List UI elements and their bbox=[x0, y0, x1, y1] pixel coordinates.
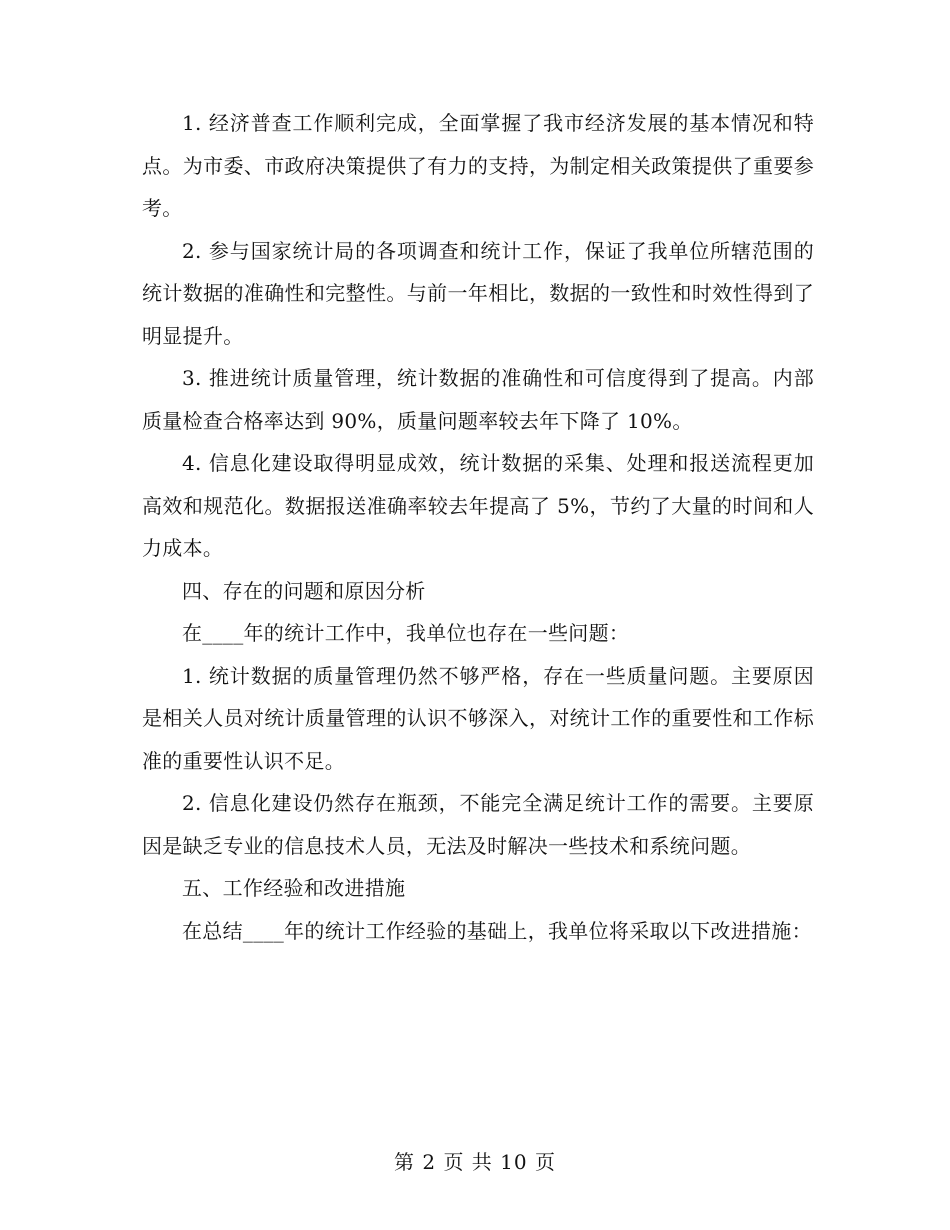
paragraph-achievement-3: 3. 推进统计质量管理，统计数据的准确性和可信度得到了提高。内部质量检查合格率达到 90%，质量问题率较去年下降了 10%。 bbox=[142, 366, 814, 433]
section-heading-problems: 四、存在的问题和原因分析 bbox=[182, 578, 426, 603]
paragraph-problem-1: 1. 统计数据的质量管理仍然不够严格，存在一些质量问题。主要原因是相关人员对统计质量管理的认识不够深入，对统计工作的重要性和工作标准的重要性认识不足。 bbox=[142, 663, 814, 773]
paragraph-problems-intro: 在____年的统计工作中，我单位也存在一些问题： bbox=[182, 621, 630, 645]
paragraph-achievement-2: 2. 参与国家统计局的各项调查和统计工作，保证了我单位所辖范围的统计数据的准确性和完整性。与前一年相比，数据的一致性和时效性得到了明显提升。 bbox=[142, 238, 814, 348]
paragraph-problem-2: 2. 信息化建设仍然存在瓶颈，不能完全满足统计工作的需要。主要原因是缺乏专业的信息技术人员，无法及时解决一些技术和系统问题。 bbox=[142, 791, 814, 858]
paragraph-improvements-intro: 在总结____年的统计工作经验的基础上，我单位将采取以下改进措施： bbox=[182, 918, 812, 943]
paragraph-achievement-1: 1. 经济普查工作顺利完成，全面掌握了我市经济发展的基本情况和特点。为市委、市政府决策提供了有力的支持，为制定相关政策提供了重要参考。 bbox=[142, 111, 814, 220]
document-body bbox=[142, 102, 814, 952]
paragraph-achievement-4: 4. 信息化建设取得明显成效，统计数据的采集、处理和报送流程更加高效和规范化。数据报送准确率较去年提高了 5%，节约了大量的时间和人力成本。 bbox=[142, 451, 814, 560]
page-number-footer: 第 2 页 共 10 页 bbox=[394, 1150, 556, 1174]
section-heading-improvements: 五、工作经验和改进措施 bbox=[182, 876, 406, 900]
